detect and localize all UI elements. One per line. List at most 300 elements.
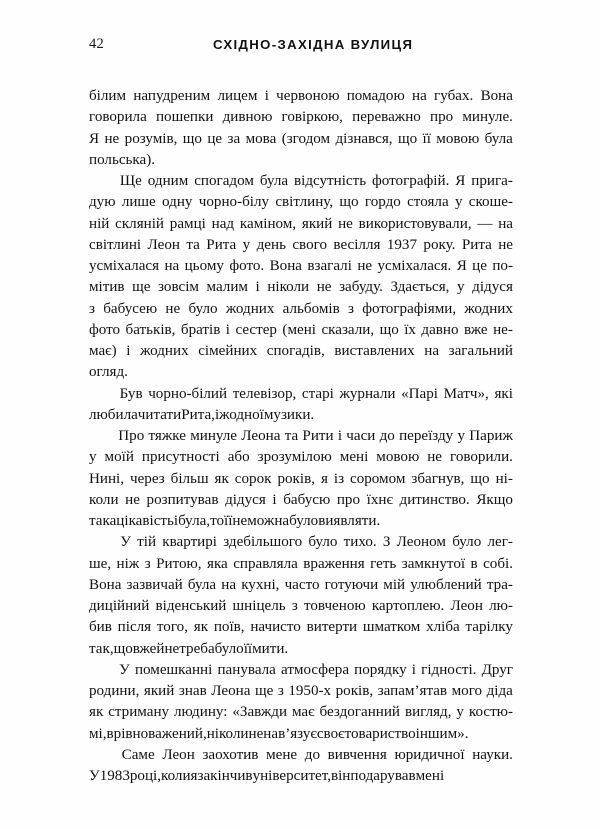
word: й (156, 640, 165, 657)
word: Я (89, 130, 100, 147)
word: і (225, 321, 230, 338)
word: Леоном (396, 534, 446, 551)
word: і (214, 406, 220, 423)
paragraph (89, 426, 513, 532)
word: 1950-х (288, 683, 332, 699)
first-line-indent (89, 745, 114, 766)
word: поїв, (213, 619, 245, 636)
word: своє (316, 725, 345, 742)
word: «Завжди (232, 704, 288, 721)
word: родини, (89, 683, 140, 699)
text-line (89, 341, 513, 362)
word: більш (170, 470, 209, 487)
text-line (89, 150, 513, 171)
word: розумів, (124, 130, 178, 147)
word: року. (423, 236, 456, 253)
word: Про (118, 428, 145, 444)
word: і (411, 661, 416, 678)
word: і (337, 428, 343, 444)
word: начисто (250, 619, 301, 636)
word: Саме (121, 746, 155, 763)
word: було (289, 513, 319, 529)
word: років, (335, 683, 374, 699)
word: гідності. (421, 661, 477, 678)
word: така (89, 513, 117, 529)
paragraph (89, 86, 513, 171)
word: моїй (104, 449, 134, 466)
word: я (320, 470, 328, 487)
word: цьому (184, 258, 224, 274)
word: світлині (89, 236, 142, 253)
word: на (498, 215, 513, 232)
paragraph (89, 171, 513, 384)
word: не (104, 130, 120, 147)
word: або (227, 449, 250, 466)
word: було (308, 534, 338, 551)
text-line (89, 405, 513, 426)
word: Вона (269, 258, 302, 274)
word: Вона (480, 88, 513, 104)
word: виставлених (334, 343, 415, 359)
word: коли (161, 768, 191, 784)
text-line (89, 766, 513, 787)
running-head (89, 32, 511, 56)
word: мовою (436, 130, 480, 147)
word: Рита (461, 236, 492, 253)
word: тяжке (148, 428, 186, 444)
word: то (210, 513, 225, 529)
word: мова (245, 130, 277, 147)
word: у (456, 704, 464, 721)
word: була (484, 130, 513, 147)
word: має) (89, 343, 117, 359)
word: з (348, 300, 354, 317)
word: мити. (252, 640, 289, 657)
word: Був (119, 385, 143, 402)
word: ніколи (267, 279, 310, 296)
word: має (291, 704, 315, 721)
word: минуле. (462, 109, 513, 126)
word: сестер (235, 321, 277, 338)
text-line (89, 277, 513, 298)
word: дивною (222, 109, 273, 126)
word: зрозумілою (257, 449, 332, 466)
word: як (214, 470, 229, 487)
word: ше, (89, 555, 112, 572)
word: була, (178, 513, 211, 529)
word: зазвичай (126, 576, 183, 593)
word: дитинство. (399, 491, 470, 508)
word: нав’язує (263, 725, 317, 742)
word: дідуся (225, 491, 266, 508)
word: юридичної (394, 746, 465, 763)
word: кухні, (241, 576, 280, 593)
word: мені (415, 768, 445, 784)
text-line (89, 596, 513, 617)
word: стояла (407, 194, 449, 211)
word: знав (178, 683, 207, 699)
word: 1983 (99, 768, 130, 784)
word: замкнутої (401, 555, 466, 572)
word: стриману (108, 704, 170, 721)
word: збагнув, (411, 470, 465, 487)
word: ній (89, 215, 110, 232)
word: фото. (229, 258, 265, 274)
page-number: 42 (89, 35, 104, 52)
word: переважно (352, 109, 421, 126)
word: фотографіями, (362, 300, 457, 317)
word: і (255, 279, 260, 296)
word: що (397, 130, 418, 147)
word: за (227, 130, 241, 147)
word: Ще (119, 173, 142, 189)
word: 1937 (386, 236, 418, 253)
word: років, (277, 470, 315, 487)
word: ще (254, 683, 274, 699)
word: день (256, 236, 286, 253)
word: які (494, 385, 513, 402)
word: у (457, 279, 465, 296)
word: вже (132, 640, 157, 657)
word: було (214, 640, 244, 657)
word: Я (456, 258, 467, 274)
word: закінчив (197, 768, 253, 784)
running-head-title: СХІДНО-ЗАХІДНА ВУЛИЦЯ (213, 36, 414, 52)
word: не (232, 513, 248, 529)
word: говіркою, (281, 109, 343, 126)
word: після (117, 619, 152, 636)
word: з (144, 555, 151, 572)
text-line (89, 129, 513, 150)
word: готуючи (324, 576, 379, 593)
word: тихо. (343, 534, 377, 551)
word: відсутність (294, 173, 367, 189)
word: весілля (333, 236, 381, 253)
word: який (301, 215, 333, 232)
word: що (182, 130, 202, 147)
word: журнали (339, 385, 396, 402)
word: сорок (234, 470, 272, 487)
word: світлину, (275, 194, 334, 211)
word: мі, (89, 725, 107, 742)
word: запам’ятав (377, 683, 448, 699)
word: Матч», (443, 385, 489, 402)
word: у (242, 236, 251, 253)
word: чорно-білу (198, 194, 270, 211)
word: помешканні (134, 661, 213, 678)
word: році, (129, 768, 162, 784)
word: що (470, 470, 490, 487)
word: і (126, 343, 131, 359)
word: У (120, 534, 131, 551)
word: «Парі (401, 385, 438, 402)
text-line (89, 532, 513, 553)
word: бездоганний (319, 704, 401, 721)
word: Леона (241, 428, 281, 444)
word: жодних (464, 300, 513, 317)
word: була (187, 576, 217, 593)
text-line (89, 320, 513, 341)
word: цікавість (116, 513, 174, 529)
word: шматком (362, 619, 421, 636)
word: людину: (174, 704, 228, 721)
word: виявляти. (318, 513, 381, 529)
word: було (188, 300, 218, 317)
text-line (89, 235, 513, 256)
word: лицем (217, 88, 258, 104)
word: розпитував (146, 491, 219, 508)
word: мені (339, 449, 369, 466)
word: Нині, (89, 470, 125, 487)
word: не (338, 215, 353, 232)
word: бив (89, 619, 112, 636)
text-line (89, 86, 513, 107)
first-line-indent (89, 426, 114, 447)
word: сказали, (321, 321, 375, 338)
text-line (89, 426, 513, 447)
word: університет, (252, 768, 331, 784)
word: що (339, 194, 359, 211)
word: фотографій. (372, 173, 450, 189)
word: використовували, (358, 215, 472, 232)
word: товченою (303, 598, 366, 614)
paragraph (89, 384, 513, 427)
word: мій (383, 576, 406, 593)
word: жодних (225, 300, 275, 317)
word: з (277, 683, 284, 699)
text-line (89, 214, 513, 235)
word: братів (180, 321, 221, 338)
paragraph (89, 532, 513, 660)
word: він (330, 768, 351, 784)
word: подарував (350, 768, 416, 784)
word: дізнався, (335, 130, 393, 147)
first-line-indent (89, 384, 114, 405)
word: шніцель (232, 598, 286, 614)
word: на (424, 343, 440, 359)
word: тра- (486, 576, 513, 593)
word: іншим». (415, 725, 469, 742)
word: до (304, 746, 320, 763)
text-line (89, 490, 513, 511)
word: батьків, (125, 321, 176, 338)
word: над (211, 215, 235, 232)
word: лю- (489, 598, 513, 614)
word: це (472, 258, 487, 274)
word: ще (132, 279, 151, 296)
word: читати (137, 406, 182, 423)
word: польська). (89, 151, 156, 168)
word: забуду. (339, 279, 383, 296)
word: пошепки (155, 109, 214, 126)
word: Вона (89, 576, 122, 593)
word: говорила (89, 109, 147, 126)
word: усміхалася. (377, 258, 452, 274)
word: ніж (116, 555, 140, 572)
word: врівноважений, (106, 725, 207, 742)
first-line-indent (89, 532, 114, 553)
word: витерти (306, 619, 358, 636)
text-line (89, 107, 513, 128)
text-line (89, 384, 513, 405)
word: як (89, 704, 104, 721)
word: любила (89, 406, 138, 423)
text-line (89, 362, 513, 383)
word: не (316, 279, 332, 296)
word: не (498, 236, 513, 253)
word: вивчення (327, 746, 387, 763)
word: мовою (376, 449, 420, 466)
word: заохотив (202, 746, 259, 763)
word: порядку (354, 661, 407, 678)
word: мітив (89, 279, 125, 296)
word: каміном, (239, 215, 297, 232)
word: фото (89, 321, 121, 338)
word: рамці (169, 215, 206, 232)
first-line-indent (89, 171, 114, 192)
word: музики. (263, 406, 315, 423)
text-line (89, 447, 513, 468)
word: сімейних (198, 343, 258, 359)
word: із (333, 470, 345, 487)
word: не (248, 725, 264, 742)
word: — (477, 215, 493, 232)
word: з (291, 598, 298, 614)
word: їх (404, 321, 416, 338)
word: на (412, 88, 427, 104)
word: з (89, 300, 95, 317)
word: минуле (190, 428, 238, 444)
word: вигляд, (404, 704, 452, 721)
word: вже (464, 321, 488, 338)
word: на (164, 258, 180, 274)
word: не (427, 449, 443, 466)
word: як (193, 619, 209, 636)
word: через (130, 470, 165, 487)
first-line-indent (89, 660, 114, 681)
word: Рита (206, 236, 237, 253)
word: огляд. (89, 364, 128, 381)
word: бабусею (103, 300, 158, 317)
body-text-block (89, 86, 513, 787)
text-line (89, 617, 513, 638)
word: та (284, 428, 299, 444)
word: малим (206, 279, 248, 296)
word: Якщо (476, 491, 513, 508)
text-line (89, 724, 513, 745)
word: у (89, 449, 97, 466)
word: тарілку (465, 619, 513, 636)
word: геть (370, 555, 397, 572)
word: Париж (469, 428, 513, 444)
word: було (452, 534, 482, 551)
word: так, (89, 640, 114, 657)
text-line (89, 639, 513, 660)
text-line (89, 299, 513, 320)
word: до (379, 428, 395, 444)
word: жодної (219, 406, 264, 423)
word: в (470, 555, 478, 572)
word: спогадом (194, 173, 254, 189)
word: червоною (276, 88, 340, 104)
word: віденський (155, 598, 227, 614)
word: одну (162, 194, 193, 211)
word: усміхалася (89, 258, 160, 274)
word: того, (156, 619, 188, 636)
word: не (164, 640, 180, 657)
word: Леон (162, 746, 195, 763)
word: З (382, 534, 391, 551)
word: і (173, 513, 179, 529)
word: помадою (346, 88, 405, 104)
text-line (89, 469, 513, 490)
text-line (89, 511, 513, 532)
word: (згодом (281, 130, 331, 147)
text-line (89, 745, 513, 766)
word: не- (493, 321, 513, 338)
word: губах. (434, 88, 474, 104)
word: білим (89, 88, 127, 104)
word: прига- (471, 173, 513, 189)
word: зовсім (158, 279, 199, 296)
word: коли (89, 491, 119, 508)
text-line (89, 681, 513, 702)
word: гордо (364, 194, 401, 211)
word: взагалі (307, 258, 352, 274)
word: Леона (211, 683, 251, 699)
word: У (89, 768, 100, 784)
text-line (89, 171, 513, 192)
word: їхнє (366, 491, 393, 508)
word: який (143, 683, 175, 699)
word: улюблений (410, 576, 482, 593)
word: скляній (115, 215, 164, 232)
word: свого (292, 236, 327, 253)
word: соромом (350, 470, 406, 487)
paragraph (89, 745, 513, 788)
word: була (259, 173, 289, 189)
word: у (457, 428, 466, 444)
word: хліба (426, 619, 460, 636)
word: квартирі (162, 534, 217, 551)
word: товариство (344, 725, 416, 742)
word: часто (284, 576, 320, 593)
word: жодних (140, 343, 189, 359)
word: скоше- (468, 194, 513, 211)
word: альбомів (282, 300, 340, 317)
word: науки. (472, 746, 513, 763)
word: мене (266, 746, 298, 763)
word: по- (492, 258, 513, 274)
word: Здається, (390, 279, 450, 296)
word: бабусю (283, 491, 331, 508)
word: У (119, 661, 130, 678)
word: панувала (217, 661, 276, 678)
word: спогадів, (266, 343, 325, 359)
word: на (221, 576, 237, 593)
word: не (125, 491, 140, 508)
paragraph (89, 660, 513, 745)
word: диційний (89, 598, 150, 614)
word: її (243, 640, 253, 657)
word: (мені (282, 321, 316, 338)
word: ні- (495, 470, 513, 487)
text-line (89, 256, 513, 277)
word: Рита, (181, 406, 215, 423)
text-line (89, 575, 513, 596)
text-line (89, 660, 513, 681)
word: атмосфера (281, 661, 350, 678)
